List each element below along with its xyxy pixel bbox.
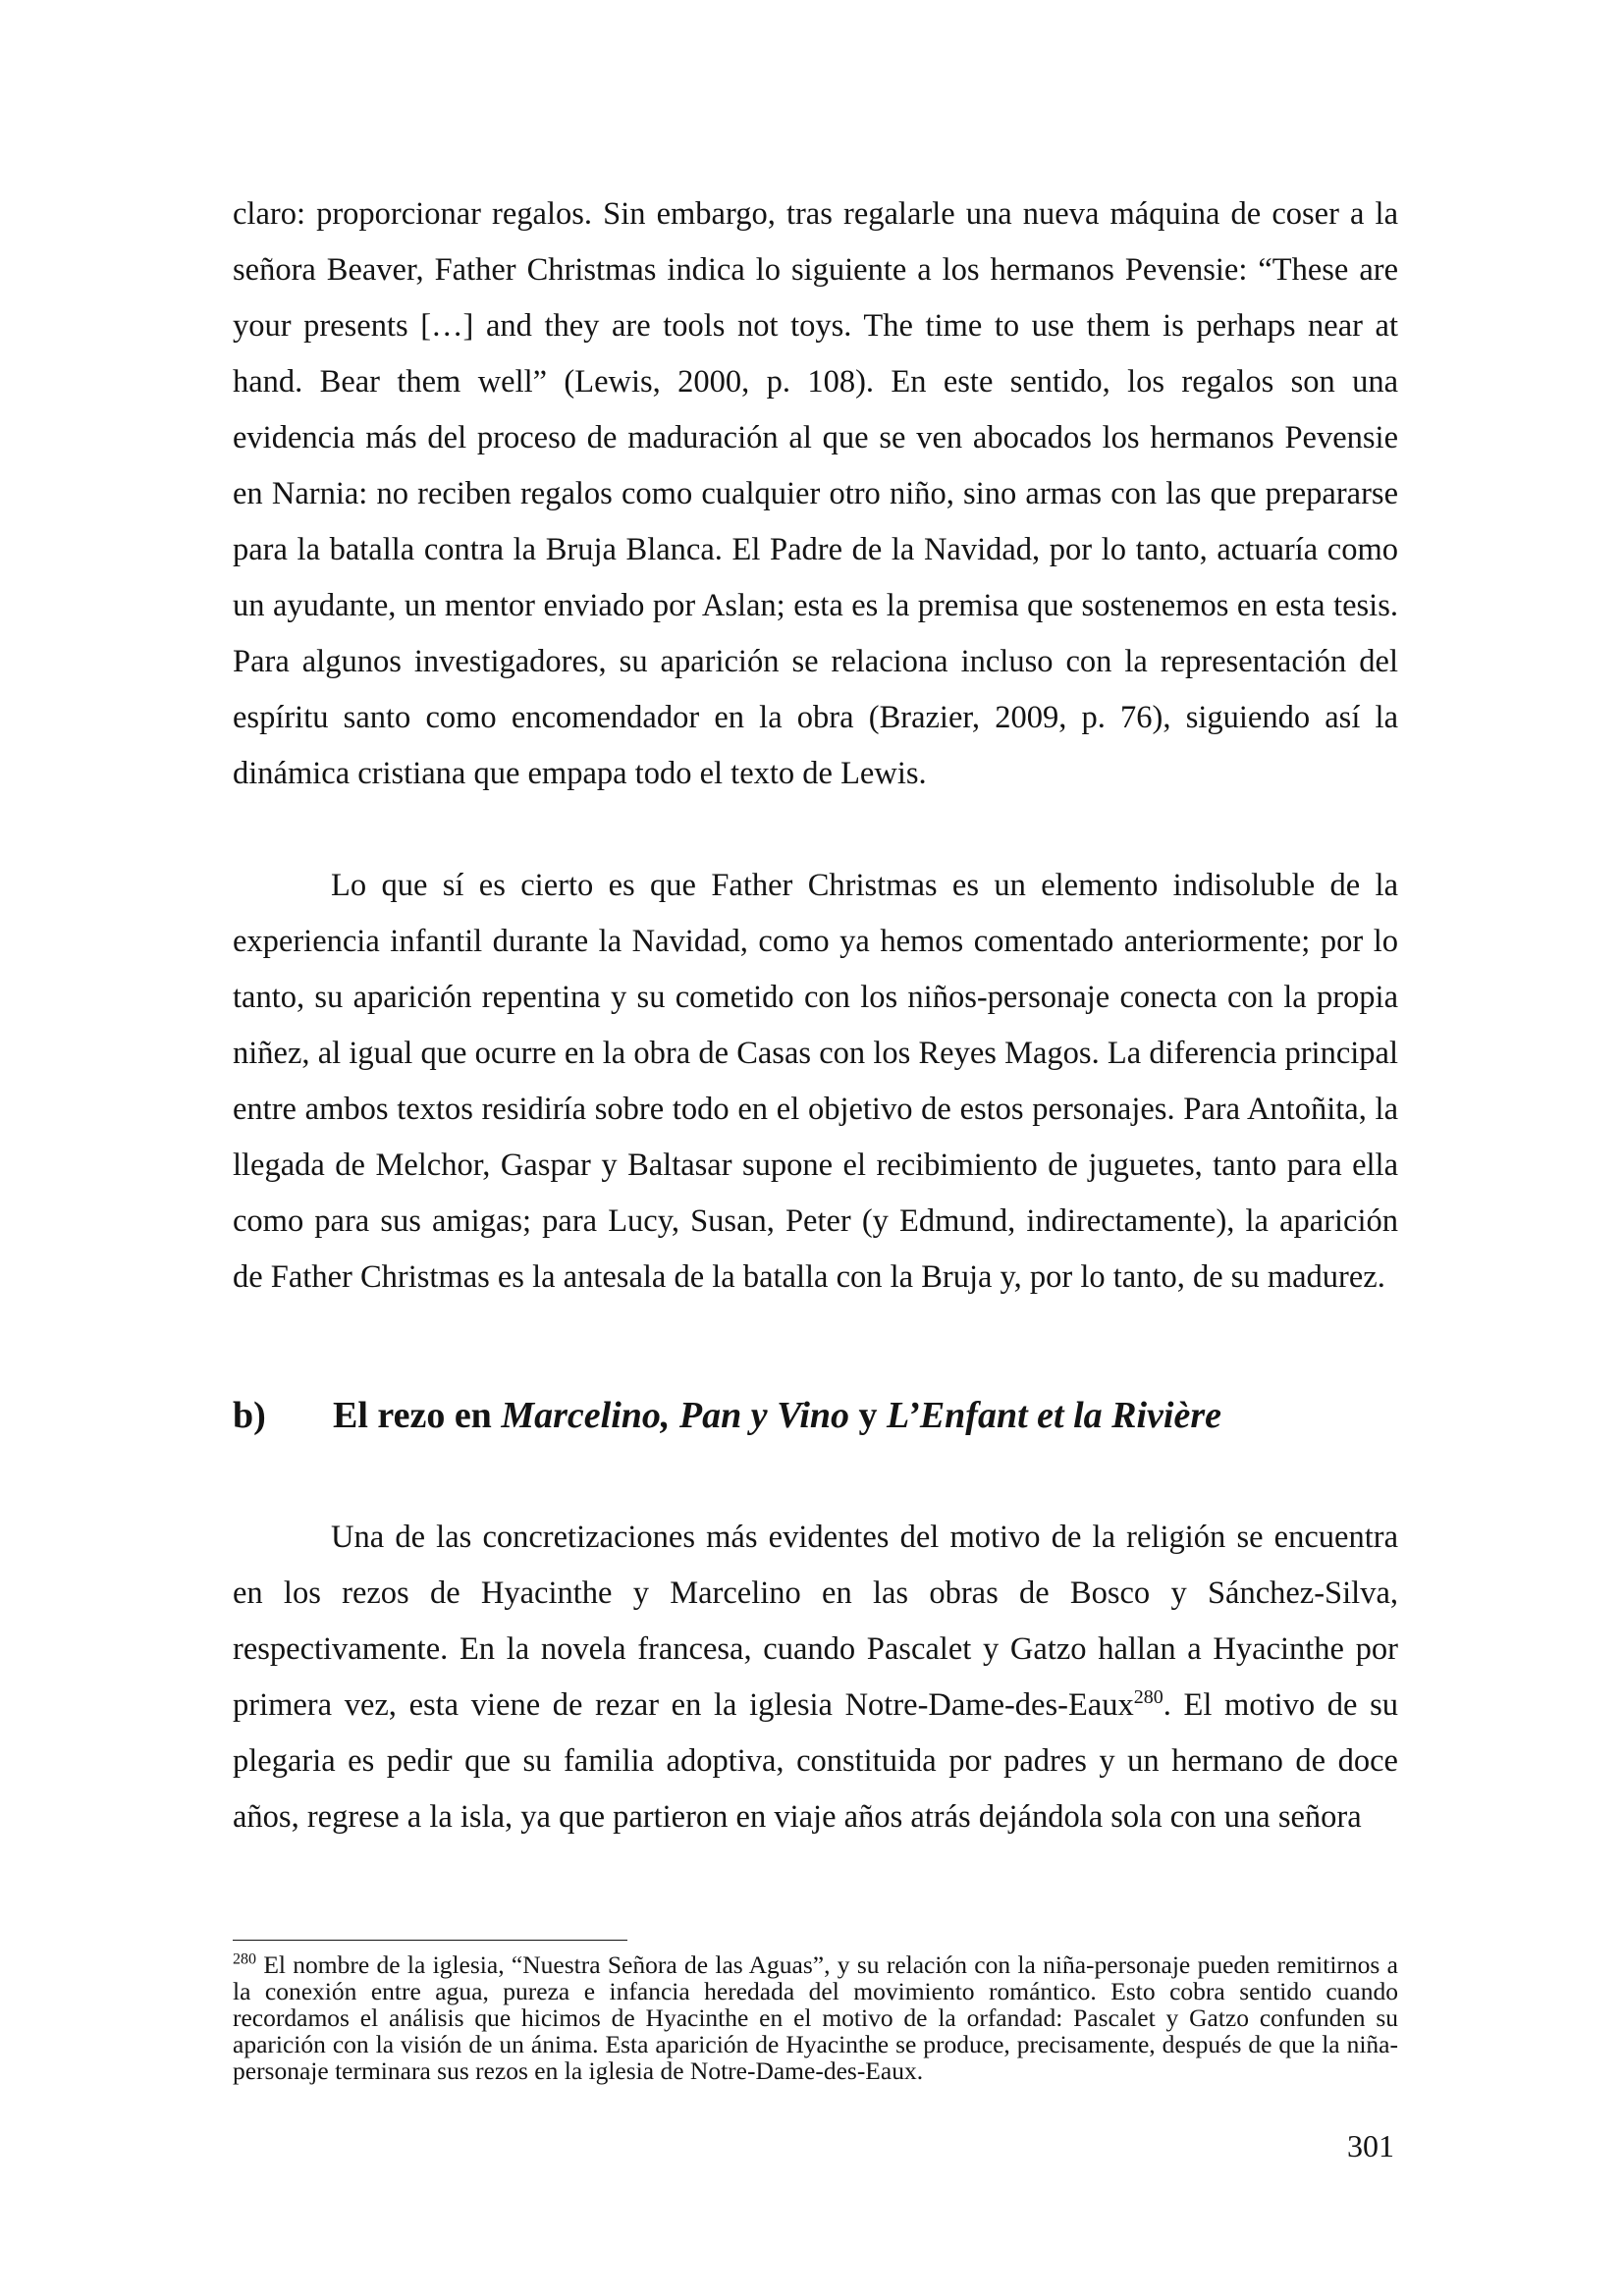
section-paragraph	[233, 1510, 1398, 1845]
body-paragraph: claro: proporcionar regalos. Sin embargo, tras regalarle una nueva máquina de coser a la señora Beaver, Father Christmas indica lo siguiente a los hermanos Pevensie: “These are your presents […] and they are tools not toys. The time to use them is perhaps near at hand. Bear them well” (Lewis, 2000, p. 108). En este sentido, los regalos son una evidencia más del proceso de maduración al que se ven abocados los hermanos Pevensie en Narnia: no reciben regalos como cualquier otro niño, sino armas con las que prepararse para la batalla contra la Bruja Blanca. El Padre de la Navidad, por lo tanto, actuaría como un ayudante, un mentor enviado por Aslan; esta es la premisa que sostenemos en esta tesis. Para algunos investigadores, su aparición se relaciona incluso con la representación del espíritu santo como encomendador en la obra (Brazier, 2009, p. 76), siguiendo así la dinámica cristiana que empapa todo el texto de Lewis.	[233, 196, 1398, 791]
section-heading-conjunction: y	[858, 1395, 878, 1436]
section-heading	[233, 1392, 1398, 1439]
footnote	[233, 1951, 1398, 2084]
section-heading-prefix: El rezo en	[333, 1395, 492, 1436]
footnote-reference[interactable]: 280	[1133, 1686, 1163, 1709]
page-body	[233, 187, 1398, 1845]
section-paragraph-text-continued: . El motivo de su plegaria es pedir que su familia adoptiva, constituida por padres y un hermano de doce años, regrese a la isla, ya que partieron en viaje años atrás dejándola sola con una señora	[233, 1687, 1398, 1835]
body-paragraph: Lo que sí es cierto es que Father Christmas es un elemento indisoluble de la experiencia infantil durante la Navidad, como ya hemos comentado anteriormente; por lo tanto, su aparición repentina y su cometido con los niños-personaje conecta con la propia niñez, al igual que ocurre en la obra de Casas con los Reyes Magos. La diferencia principal entre ambos textos residiría sobre todo en el objetivo de estos personajes. Para Antoñita, la llegada de Melchor, Gaspar y Baltasar supone el recibimiento de juguetes, tanto para ella como para sus amigas; para Lucy, Susan, Peter (y Edmund, indirectamente), la aparición de Father Christmas es la antesala de la batalla con la Bruja y, por lo tanto, de su madurez.	[233, 868, 1398, 1295]
footnote-number: 280	[233, 1950, 256, 1968]
section-heading-label: b)	[233, 1395, 266, 1436]
footnote-separator	[233, 1940, 627, 1941]
footnote-text: El nombre de la iglesia, “Nuestra Señora de las Aguas”, y su relación con la niña-personaje pueden remitirnos a la conexión entre agua, pureza e infancia heredada del movimiento romántico. Esto cobra sentido cuando recordamos el análisis que hicimos de Hyacinthe en el motivo de la orfandad: Pascalet y Gatzo confunden su aparición con la visión de un ánima. Esta aparición de Hyacinthe se produce, precisamente, después de que la niña-personaje terminara sus rezos en la iglesia de Notre-Dame-des-Eaux.	[233, 1950, 1398, 2085]
page-number: 301	[1347, 2128, 1394, 2163]
section-heading-title-1: Marcelino, Pan y Vino	[501, 1395, 850, 1436]
section-heading-title-2: L’Enfant et la Rivière	[887, 1395, 1221, 1436]
section-paragraph-text: Una de las concretizaciones más evidentes del motivo de la religión se encuentra en los rezos de Hyacinthe y Marcelino en las obras de Bosco y Sánchez-Silva, respectivamente. En la novela francesa, cuando Pascalet y Gatzo hallan a Hyacinthe por primera vez, esta viene de rezar en la iglesia Notre-Dame-des-Eaux	[233, 1520, 1398, 1723]
